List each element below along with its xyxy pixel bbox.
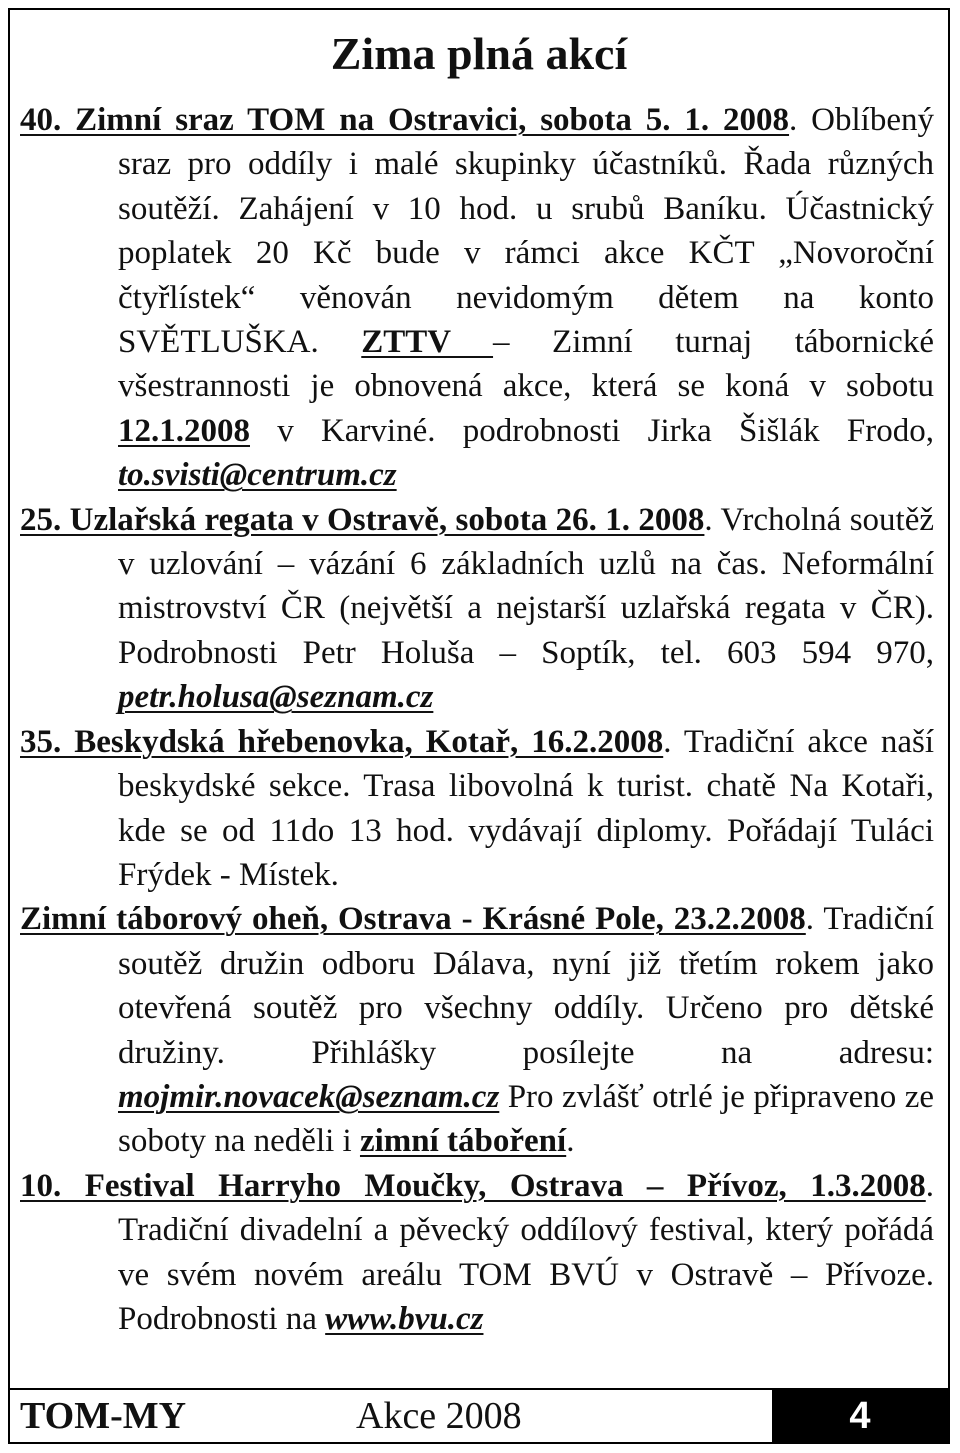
- web-link[interactable]: www.bvu.cz: [325, 1300, 484, 1337]
- event-text: . Tradiční akce naší beskydské sekce. Trasa libovolná k turist. chatě Na Kotaři, kde se od 11do 13 hod. vydávají diplomy. Pořádají Tuláci Frýdek - Místek.: [118, 723, 934, 893]
- event-date: 12.1.2008: [118, 412, 250, 449]
- event-text: – Zimní turnaj tábornické všestrannosti je obnovená akce, která se koná v sobotu: [118, 324, 934, 405]
- email-link[interactable]: petr.holusa@seznam.cz: [118, 679, 434, 716]
- event-text: v Karviné. podrobnosti Jirka Šišlák Frodo,: [250, 412, 934, 449]
- sub-event-heading: ZTTV: [361, 324, 494, 361]
- email-link[interactable]: to.svisti@centrum.cz: [118, 457, 397, 494]
- event-list: [20, 98, 934, 1341]
- event-text: . Vrcholná soutěž v uzlování – vázání 6 základních uzlů na čas. Neformální mistrovství ČR (největší a nejstarší uzlařská regata v ČR). Podrobnosti Petr Holuša – Soptík, tel. 603 594 970,: [118, 501, 934, 671]
- event-heading: 25. Uzlařská regata v Ostravě, sobota 26. 1. 2008: [20, 501, 705, 538]
- event-item: [20, 98, 934, 498]
- event-text: .: [566, 1123, 575, 1160]
- event-heading: 35. Beskydská hřebenovka, Kotař, 16.2.2008: [20, 723, 664, 760]
- event-text: . Tradiční divadelní a pěvecký oddílový festival, který pořádá ve svém novém areálu TOM BVÚ v Ostravě – Přívoze. Podrobnosti na: [118, 1167, 934, 1337]
- page-title: Zima plná akcí: [330, 28, 628, 79]
- event-highlight: zimní táboření: [359, 1123, 567, 1160]
- event-heading: 40. Zimní sraz TOM na Ostravici, sobota 5. 1. 2008: [20, 102, 790, 138]
- footer-section: Akce 2008: [356, 1395, 522, 1437]
- event-item: [20, 720, 934, 898]
- event-heading: 10. Festival Harryho Moučky, Ostrava – Přívoz, 1.3.2008: [20, 1167, 926, 1204]
- event-heading: Zimní táborový oheň, Ostrava - Krásné Pole, 23.2.2008: [20, 901, 806, 938]
- event-text: Pro zvlášť otrlé je připraveno ze soboty na neděli i: [118, 1078, 934, 1160]
- event-item: [20, 498, 934, 720]
- footer-publication: TOM-MY: [20, 1395, 187, 1437]
- event-item: [20, 897, 934, 1163]
- event-text: . Tradiční soutěž družin odboru Dálava, nyní již třetím rokem jako otevřená soutěž pro všechny oddíly. Určeno pro dětské družiny. Přihlášky posílejte na adresu:: [118, 901, 934, 1071]
- email-link[interactable]: mojmir.novacek@seznam.cz: [118, 1078, 500, 1115]
- page: [8, 8, 950, 1444]
- event-item: [20, 1164, 934, 1342]
- event-text: . Oblíbený sraz pro oddíly i malé skupinky účastníků. Řada různých soutěží. Zahájení v 10 hod. u srubů Baníku. Účastnický poplatek 20 Kč bude v rámci akce KČT „Novoroční čtyřlístek“ věnován nevidomým dětem na konto SVĚTLUŠKA.: [118, 102, 934, 361]
- page-number: 4: [772, 1390, 948, 1442]
- page-footer: [10, 1388, 948, 1442]
